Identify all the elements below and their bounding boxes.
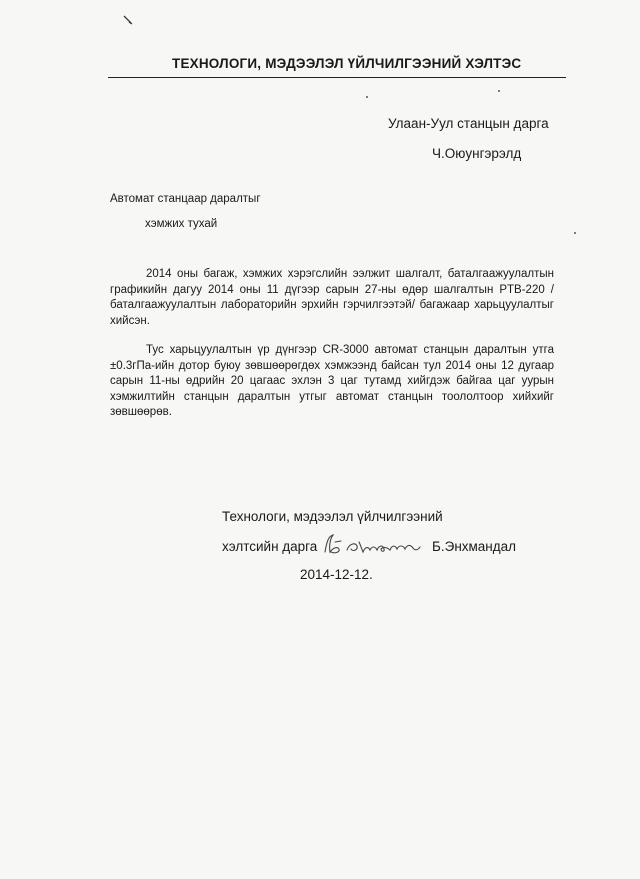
signatory-department: Технологи, мэдээлэл үйлчилгээний xyxy=(222,509,443,524)
handwritten-signature xyxy=(321,530,423,558)
addressee-name: Ч.Оюунгэрэлд xyxy=(432,146,522,161)
pen-mark-icon xyxy=(122,14,134,26)
scan-speck xyxy=(366,96,368,98)
subject-line-2: хэмжих тухай xyxy=(145,218,218,230)
department-heading: ТЕХНОЛОГИ, МЭДЭЭЛЭЛ ҮЙЛЧИЛГЭЭНИЙ ХЭЛТЭС xyxy=(172,56,522,71)
signatory-position: хэлтсийн дарга xyxy=(222,539,318,554)
scan-speck xyxy=(574,232,576,234)
scan-speck xyxy=(498,90,500,92)
subject-line-1: Автомат станцаар даралтыг xyxy=(110,193,261,205)
letter-date: 2014-12-12. xyxy=(300,567,373,582)
addressee-title: Улаан-Уул станцын дарга xyxy=(388,116,549,131)
body-paragraph-1: 2014 оны багаж, хэмжих хэрэгслийн ээлжит шалгалт, баталгаажуулалтын графикийн дагуу 2014 оны 11 дүгээр сарын 27-ны өдөр шалгалтын PTB-220 /баталгаажуулалтын лабораторийн эрхийн гэрчилгээтэй/ багажаар харьцуулалтыг хийсэн. xyxy=(110,268,554,327)
signatory-name: Б.Энхмандал xyxy=(432,539,517,554)
header-divider xyxy=(108,77,566,78)
body-paragraph-2: Тус харьцуулалтын үр дүнгээр CR-3000 автомат станцын даралтын утга ±0.3гПа-ийн дотор буюу зөвшөөрөгдөх хэмжээнд байсан тул 2014 оны 12 дугаар сарын 11-ны өдрийн 20 цагаас эхлэн 3 цаг тутамд хийгдэж байгаа цаг уурын хэмжилтийн станцын даралтын утгыг автомат станцын тоололтоор хийхийг зөвшөөрөв. xyxy=(110,344,554,419)
